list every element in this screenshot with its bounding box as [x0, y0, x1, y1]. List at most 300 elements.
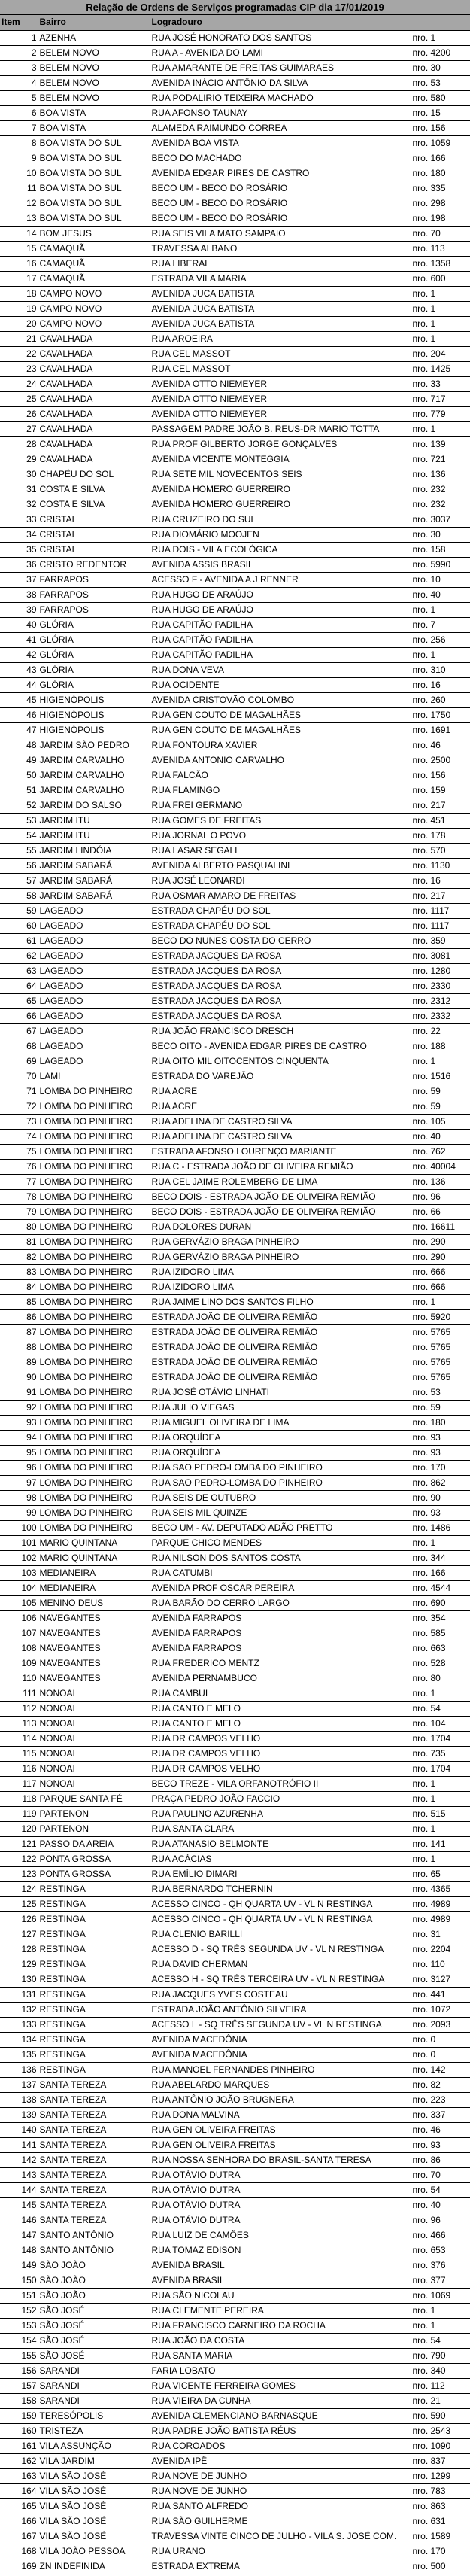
logradouro-cell: RUA DOLORES DURAN: [150, 1219, 411, 1234]
bairro-cell: SANTA TEREZA: [38, 2092, 150, 2107]
item-number-cell: 62: [0, 948, 38, 963]
item-number-cell: 112: [0, 1701, 38, 1716]
logradouro-cell: RUA AMARANTE DE FREITAS GUIMARAES: [150, 60, 411, 75]
item-number-cell: 3: [0, 60, 38, 75]
table-row: [0, 436, 470, 452]
logradouro-cell: RUA BERNARDO TCHERNIN: [150, 1881, 411, 1896]
numero-cell: nro. 113: [411, 241, 470, 256]
logradouro-cell: RUA SANTA CLARA: [150, 1821, 411, 1836]
bairro-cell: FARRAPOS: [38, 587, 150, 602]
item-number-cell: 63: [0, 963, 38, 978]
logradouro-cell: TRAVESSA ALBANO: [150, 241, 411, 256]
table-row: [0, 602, 470, 617]
numero-cell: nro. 156: [411, 120, 470, 135]
numero-cell: nro. 217: [411, 888, 470, 903]
numero-cell: nro. 1069: [411, 2288, 470, 2303]
bairro-cell: NONOAI: [38, 1701, 150, 1716]
item-number-cell: 147: [0, 2228, 38, 2243]
bairro-cell: NAVEGANTES: [38, 1610, 150, 1626]
numero-cell: nro. 335: [411, 181, 470, 196]
logradouro-cell: RUA JOÃO FRANCISCO DRESCH: [150, 1023, 411, 1039]
bairro-cell: GLÓRIA: [38, 662, 150, 677]
logradouro-cell: AVENIDA HOMERO GUERREIRO: [150, 482, 411, 497]
item-number-cell: 99: [0, 1505, 38, 1520]
numero-cell: nro. 159: [411, 783, 470, 798]
numero-cell: nro. 1: [411, 1791, 470, 1806]
item-number-cell: 105: [0, 1595, 38, 1610]
logradouro-cell: AVENIDA OTTO NIEMEYER: [150, 406, 411, 421]
bairro-cell: CAVALHADA: [38, 406, 150, 421]
table-row: [0, 1324, 470, 1340]
logradouro-cell: FARIA LOBATO: [150, 2363, 411, 2378]
logradouro-cell: ESTRADA CHAPÉU DO SOL: [150, 918, 411, 933]
numero-cell: nro. 21: [411, 2393, 470, 2408]
logradouro-cell: RUA ORQUÍDEA: [150, 1430, 411, 1445]
logradouro-cell: RUA FREI GERMANO: [150, 798, 411, 813]
table-row: [0, 1580, 470, 1595]
bairro-cell: HIGIENÓPOLIS: [38, 692, 150, 707]
item-number-cell: 107: [0, 1626, 38, 1641]
item-number-cell: 61: [0, 933, 38, 948]
table-row: [0, 2092, 470, 2107]
logradouro-cell: ESTRADA JACQUES DA ROSA: [150, 978, 411, 993]
item-number-cell: 108: [0, 1641, 38, 1656]
numero-cell: nro. 136: [411, 1174, 470, 1189]
numero-cell: nro. 1: [411, 602, 470, 617]
logradouro-cell: RUA CLENIO BARILLI: [150, 1927, 411, 1942]
logradouro-cell: RUA OITO MIL OITOCENTOS CINQUENTA: [150, 1054, 411, 1069]
bairro-cell: LAGEADO: [38, 1023, 150, 1039]
item-number-cell: 131: [0, 1987, 38, 2002]
bairro-cell: LOMBA DO PINHEIRO: [38, 1249, 150, 1264]
table-row: [0, 1641, 470, 1656]
item-number-cell: 161: [0, 2438, 38, 2453]
item-number-cell: 45: [0, 692, 38, 707]
table-row: [0, 105, 470, 120]
numero-cell: nro. 1130: [411, 858, 470, 873]
bairro-cell: BOA VISTA DO SUL: [38, 181, 150, 196]
table-row: [0, 1866, 470, 1881]
bairro-cell: SÃO JOÃO: [38, 2288, 150, 2303]
logradouro-cell: RUA CEL JAIME ROLEMBERG DE LIMA: [150, 1174, 411, 1189]
numero-cell: nro. 5765: [411, 1355, 470, 1370]
numero-cell: nro. 310: [411, 662, 470, 677]
item-number-cell: 94: [0, 1430, 38, 1445]
table-row: [0, 933, 470, 948]
item-number-cell: 18: [0, 286, 38, 301]
numero-cell: nro. 30: [411, 60, 470, 75]
logradouro-cell: RUA ACRE: [150, 1084, 411, 1099]
logradouro-cell: RUA CEL MASSOT: [150, 346, 411, 361]
logradouro-cell: RUA URANO: [150, 2544, 411, 2559]
table-row: [0, 512, 470, 527]
item-number-cell: 124: [0, 1881, 38, 1896]
logradouro-cell: RUA JOSÉ OTÁVIO LINHATI: [150, 1385, 411, 1400]
table-row: [0, 1385, 470, 1400]
table-row: [0, 2393, 470, 2408]
bairro-cell: BOA VISTA DO SUL: [38, 196, 150, 211]
logradouro-cell: RUA FLAMINGO: [150, 783, 411, 798]
table-row: [0, 452, 470, 467]
item-number-cell: 1: [0, 30, 38, 45]
table-row: [0, 2363, 470, 2378]
numero-cell: nro. 30: [411, 527, 470, 542]
table-row: [0, 2228, 470, 2243]
logradouro-cell: RUA LUIZ DE CAMÕES: [150, 2228, 411, 2243]
logradouro-cell: BECO UM - BECO DO ROSÁRIO: [150, 181, 411, 196]
item-number-cell: 141: [0, 2137, 38, 2152]
table-row: [0, 1234, 470, 1249]
numero-cell: nro. 105: [411, 1114, 470, 1129]
numero-cell: nro. 166: [411, 151, 470, 166]
logradouro-cell: RUA A - AVENIDA DO LAMI: [150, 45, 411, 60]
table-row: [0, 135, 470, 151]
item-number-cell: 159: [0, 2408, 38, 2423]
table-row: [0, 1144, 470, 1159]
logradouro-cell: BECO DO NUNES COSTA DO CERRO: [150, 933, 411, 948]
logradouro-cell: AVENIDA ASSIS BRASIL: [150, 557, 411, 572]
bairro-cell: BELEM NOVO: [38, 75, 150, 90]
column-header-logradouro: Logradouro: [150, 15, 411, 30]
bairro-cell: NONOAI: [38, 1761, 150, 1776]
table-row: [0, 2047, 470, 2062]
bairro-cell: MARIO QUINTANA: [38, 1550, 150, 1565]
numero-cell: nro. 156: [411, 768, 470, 783]
bairro-cell: LOMBA DO PINHEIRO: [38, 1505, 150, 1520]
numero-cell: nro. 666: [411, 1264, 470, 1279]
table-row: [0, 768, 470, 783]
item-number-cell: 109: [0, 1656, 38, 1671]
bairro-cell: TERESÓPOLIS: [38, 2408, 150, 2423]
table-row: [0, 1626, 470, 1641]
item-number-cell: 52: [0, 798, 38, 813]
table-row: [0, 2303, 470, 2318]
item-number-cell: 49: [0, 753, 38, 768]
table-row: [0, 2529, 470, 2544]
logradouro-cell: AVENIDA FARRAPOS: [150, 1626, 411, 1641]
item-number-cell: 121: [0, 1836, 38, 1851]
table-row: [0, 1595, 470, 1610]
numero-cell: nro. 31: [411, 1927, 470, 1942]
logradouro-cell: ESTRADA JOÃO DE OLIVEIRA REMIÃO: [150, 1324, 411, 1340]
item-number-cell: 81: [0, 1234, 38, 1249]
logradouro-cell: RUA OCIDENTE: [150, 677, 411, 692]
item-number-cell: 116: [0, 1761, 38, 1776]
logradouro-cell: RUA MIGUEL OLIVEIRA DE LIMA: [150, 1415, 411, 1430]
logradouro-cell: ESTRADA JACQUES DA ROSA: [150, 1008, 411, 1023]
table-row: [0, 1445, 470, 1460]
bairro-cell: CAMPO NOVO: [38, 316, 150, 331]
bairro-cell: LAGEADO: [38, 1054, 150, 1069]
bairro-cell: CAMAQUÃ: [38, 241, 150, 256]
bairro-cell: CAVALHADA: [38, 421, 150, 436]
bairro-cell: PARQUE SANTA FÉ: [38, 1791, 150, 1806]
table-row: [0, 1159, 470, 1174]
bairro-cell: SÃO JOSÉ: [38, 2318, 150, 2333]
item-number-cell: 5: [0, 90, 38, 105]
bairro-cell: MEDIANEIRA: [38, 1580, 150, 1595]
item-number-cell: 27: [0, 421, 38, 436]
logradouro-cell: RUA SÃO NICOLAU: [150, 2288, 411, 2303]
column-header-bairro: Bairro: [38, 15, 150, 30]
bairro-cell: VILA SÃO JOSÉ: [38, 2498, 150, 2514]
numero-cell: nro. 500: [411, 2559, 470, 2574]
bairro-cell: SANTA TEREZA: [38, 2167, 150, 2182]
numero-cell: nro. 232: [411, 482, 470, 497]
table-row: [0, 2152, 470, 2167]
item-number-cell: 79: [0, 1204, 38, 1219]
bairro-cell: LOMBA DO PINHEIRO: [38, 1279, 150, 1294]
table-row: [0, 1174, 470, 1189]
item-number-cell: 23: [0, 361, 38, 376]
bairro-cell: CAVALHADA: [38, 391, 150, 406]
numero-cell: nro. 1: [411, 1851, 470, 1866]
numero-cell: nro. 2543: [411, 2423, 470, 2438]
bairro-cell: BOA VISTA: [38, 120, 150, 135]
item-number-cell: 125: [0, 1896, 38, 1911]
logradouro-cell: RUA SEIS DE OUTUBRO: [150, 1490, 411, 1505]
table-row: [0, 1340, 470, 1355]
item-number-cell: 16: [0, 256, 38, 271]
numero-cell: nro. 631: [411, 2514, 470, 2529]
item-number-cell: 4: [0, 75, 38, 90]
table-row: [0, 75, 470, 90]
logradouro-cell: AVENIDA FARRAPOS: [150, 1641, 411, 1656]
table-row: [0, 181, 470, 196]
item-number-cell: 158: [0, 2393, 38, 2408]
item-number-cell: 126: [0, 1911, 38, 1927]
numero-cell: nro. 40: [411, 587, 470, 602]
numero-cell: nro. 1704: [411, 1761, 470, 1776]
bairro-cell: NAVEGANTES: [38, 1671, 150, 1686]
numero-cell: nro. 53: [411, 75, 470, 90]
table-row: [0, 1851, 470, 1866]
item-number-cell: 67: [0, 1023, 38, 1039]
table-row: [0, 632, 470, 647]
numero-cell: nro. 1: [411, 1821, 470, 1836]
item-number-cell: 36: [0, 557, 38, 572]
numero-cell: nro. 2332: [411, 1008, 470, 1023]
logradouro-cell: RUA CATUMBI: [150, 1565, 411, 1580]
bairro-cell: JARDIM DO SALSO: [38, 798, 150, 813]
table-row: [0, 918, 470, 933]
table-row: [0, 241, 470, 256]
table-row: [0, 467, 470, 482]
table-row: [0, 1460, 470, 1475]
logradouro-cell: RUA NOSSA SENHORA DO BRASIL-SANTA TERESA: [150, 2152, 411, 2167]
bairro-cell: SANTO ANTÔNIO: [38, 2243, 150, 2258]
item-number-cell: 11: [0, 181, 38, 196]
bairro-cell: RESTINGA: [38, 1896, 150, 1911]
table-row: [0, 151, 470, 166]
bairro-cell: NONOAI: [38, 1731, 150, 1746]
bairro-cell: NAVEGANTES: [38, 1626, 150, 1641]
table-row: [0, 843, 470, 858]
numero-cell: nro. 15: [411, 105, 470, 120]
bairro-cell: BELEM NOVO: [38, 60, 150, 75]
numero-cell: nro. 139: [411, 436, 470, 452]
logradouro-cell: ESTRADA CHAPÉU DO SOL: [150, 903, 411, 918]
table-row: [0, 948, 470, 963]
numero-cell: nro. 1117: [411, 918, 470, 933]
logradouro-cell: RUA CANTO E MELO: [150, 1716, 411, 1731]
item-number-cell: 31: [0, 482, 38, 497]
item-number-cell: 144: [0, 2182, 38, 2197]
logradouro-cell: RUA DAVID CHERMAN: [150, 1957, 411, 1972]
logradouro-cell: ESTRADA DO VAREJÃO: [150, 1069, 411, 1084]
numero-cell: nro. 515: [411, 1806, 470, 1821]
table-row: [0, 587, 470, 602]
bairro-cell: CRISTAL: [38, 542, 150, 557]
logradouro-cell: RUA FRANCISCO CARNEIRO DA ROCHA: [150, 2318, 411, 2333]
logradouro-cell: RUA OSMAR AMARO DE FREITAS: [150, 888, 411, 903]
numero-cell: nro. 10: [411, 572, 470, 587]
logradouro-cell: AVENIDA HOMERO GUERREIRO: [150, 497, 411, 512]
numero-cell: nro. 158: [411, 542, 470, 557]
logradouro-cell: AVENIDA JUCA BATISTA: [150, 301, 411, 316]
logradouro-cell: RUA CRUZEIRO DO SUL: [150, 512, 411, 527]
bairro-cell: PONTA GROSSA: [38, 1851, 150, 1866]
table-row: [0, 2062, 470, 2077]
table-row: [0, 1656, 470, 1671]
logradouro-cell: AVENIDA IPÊ: [150, 2453, 411, 2468]
bairro-cell: RESTINGA: [38, 1957, 150, 1972]
table-row: [0, 1309, 470, 1324]
bairro-cell: VILA SÃO JOSÉ: [38, 2514, 150, 2529]
table-row: [0, 2483, 470, 2498]
item-number-cell: 14: [0, 226, 38, 241]
bairro-cell: RESTINGA: [38, 2047, 150, 2062]
item-number-cell: 152: [0, 2303, 38, 2318]
bairro-cell: CAMAQUÃ: [38, 271, 150, 286]
logradouro-cell: ACESSO D - SQ TRÊS SEGUNDA UV - VL N RESTINGA: [150, 1942, 411, 1957]
logradouro-cell: BECO UM - BECO DO ROSÁRIO: [150, 196, 411, 211]
item-number-cell: 10: [0, 166, 38, 181]
item-number-cell: 22: [0, 346, 38, 361]
table-row: [0, 2107, 470, 2122]
table-row: [0, 2197, 470, 2213]
item-number-cell: 59: [0, 903, 38, 918]
logradouro-cell: RUA GEN COUTO DE MAGALHÃES: [150, 722, 411, 738]
item-number-cell: 134: [0, 2032, 38, 2047]
table-row: [0, 1881, 470, 1896]
bairro-cell: LOMBA DO PINHEIRO: [38, 1234, 150, 1249]
numero-cell: nro. 441: [411, 1987, 470, 2002]
bairro-cell: LOMBA DO PINHEIRO: [38, 1520, 150, 1535]
bairro-cell: NONOAI: [38, 1686, 150, 1701]
table-row: [0, 256, 470, 271]
bairro-cell: LOMBA DO PINHEIRO: [38, 1294, 150, 1309]
logradouro-cell: RUA PROF GILBERTO JORGE GONÇALVES: [150, 436, 411, 452]
bairro-cell: BOA VISTA DO SUL: [38, 211, 150, 226]
item-number-cell: 160: [0, 2423, 38, 2438]
table-row: [0, 828, 470, 843]
bairro-cell: BOM JESUS: [38, 226, 150, 241]
numero-cell: nro. 290: [411, 1249, 470, 1264]
bairro-cell: FARRAPOS: [38, 602, 150, 617]
bairro-cell: SANTO ANTÔNIO: [38, 2228, 150, 2243]
logradouro-cell: RUA LASAR SEGALL: [150, 843, 411, 858]
logradouro-cell: RUA VIEIRA DA CUNHA: [150, 2393, 411, 2408]
numero-cell: nro. 40004: [411, 1159, 470, 1174]
logradouro-cell: AVENIDA FARRAPOS: [150, 1610, 411, 1626]
item-number-cell: 34: [0, 527, 38, 542]
header-row: [0, 15, 470, 30]
table-row: [0, 707, 470, 722]
bairro-cell: CRISTO REDENTOR: [38, 557, 150, 572]
bairro-cell: LAGEADO: [38, 918, 150, 933]
table-row: [0, 1701, 470, 1716]
table-row: [0, 1761, 470, 1776]
item-number-cell: 151: [0, 2288, 38, 2303]
bairro-cell: VILA SÃO JOSÉ: [38, 2529, 150, 2544]
table-row: [0, 1490, 470, 1505]
bairro-cell: JARDIM ITU: [38, 828, 150, 843]
bairro-cell: PARTENON: [38, 1821, 150, 1836]
table-row: [0, 2167, 470, 2182]
bairro-cell: BOA VISTA DO SUL: [38, 166, 150, 181]
table-row: [0, 1731, 470, 1746]
logradouro-cell: AVENIDA JUCA BATISTA: [150, 316, 411, 331]
item-number-cell: 66: [0, 1008, 38, 1023]
logradouro-cell: AVENIDA ALBERTO PASQUALINI: [150, 858, 411, 873]
table-row: [0, 497, 470, 512]
bairro-cell: LOMBA DO PINHEIRO: [38, 1340, 150, 1355]
numero-cell: nro. 223: [411, 2092, 470, 2107]
numero-cell: nro. 170: [411, 1460, 470, 1475]
logradouro-cell: AVENIDA OTTO NIEMEYER: [150, 391, 411, 406]
numero-cell: nro. 451: [411, 813, 470, 828]
logradouro-cell: RUA VICENTE FERREIRA GOMES: [150, 2378, 411, 2393]
bairro-cell: LOMBA DO PINHEIRO: [38, 1385, 150, 1400]
table-row: [0, 2514, 470, 2529]
numero-cell: nro. 46: [411, 738, 470, 753]
logradouro-cell: RUA SAO PEDRO-LOMBA DO PINHEIRO: [150, 1460, 411, 1475]
numero-cell: nro. 1704: [411, 1731, 470, 1746]
item-number-cell: 40: [0, 617, 38, 632]
bairro-cell: CHAPÉU DO SOL: [38, 467, 150, 482]
table-row: [0, 1249, 470, 1264]
table-row: [0, 1069, 470, 1084]
table-row: [0, 2002, 470, 2017]
table-row: [0, 1400, 470, 1415]
item-number-cell: 37: [0, 572, 38, 587]
table-row: [0, 1550, 470, 1565]
numero-cell: nro. 5765: [411, 1370, 470, 1385]
numero-cell: nro. 4365: [411, 1881, 470, 1896]
item-number-cell: 77: [0, 1174, 38, 1189]
item-number-cell: 25: [0, 391, 38, 406]
logradouro-cell: RUA ORQUÍDEA: [150, 1445, 411, 1460]
item-number-cell: 98: [0, 1490, 38, 1505]
table-row: [0, 903, 470, 918]
item-number-cell: 153: [0, 2318, 38, 2333]
logradouro-cell: ALAMEDA RAIMUNDO CORREA: [150, 120, 411, 135]
table-row: [0, 2453, 470, 2468]
table-row: [0, 1821, 470, 1836]
logradouro-cell: RUA CAPITÃO PADILHA: [150, 647, 411, 662]
item-number-cell: 35: [0, 542, 38, 557]
item-number-cell: 38: [0, 587, 38, 602]
numero-cell: nro. 141: [411, 1836, 470, 1851]
numero-cell: nro. 570: [411, 843, 470, 858]
table-row: [0, 2378, 470, 2393]
bairro-cell: LOMBA DO PINHEIRO: [38, 1189, 150, 1204]
numero-cell: nro. 59: [411, 1400, 470, 1415]
numero-cell: nro. 290: [411, 1234, 470, 1249]
numero-cell: nro. 166: [411, 1565, 470, 1580]
item-number-cell: 80: [0, 1219, 38, 1234]
